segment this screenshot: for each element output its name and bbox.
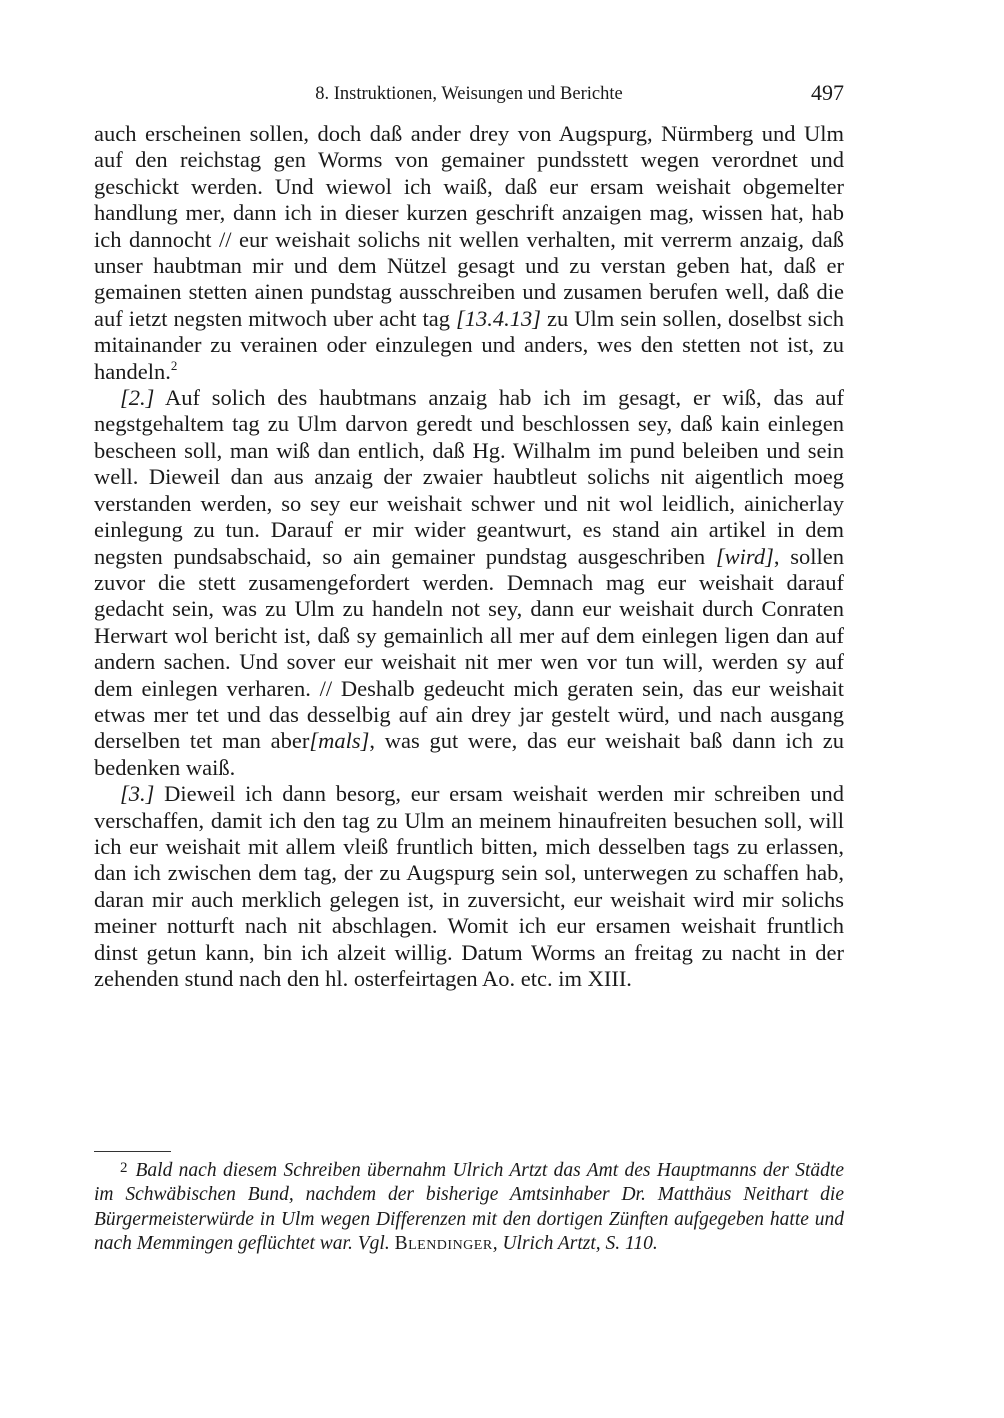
- editorial-insertion-mals: [mals]: [309, 728, 370, 754]
- footnote-author: Blendinger: [394, 1233, 493, 1255]
- running-title: 8. Instruktionen, Weisungen und Berichte: [315, 84, 623, 104]
- paragraph-1-text-b: zu Ulm sein sollen, doselbst sich mitainander zu verainen oder einzulegen und anders, wes den stetten not ist, zu handeln.: [94, 305, 844, 384]
- footnote-text-b: , Ulrich Artzt, S. 110.: [492, 1233, 658, 1255]
- footnote-rule: [94, 1151, 171, 1152]
- footnote-reference[interactable]: 2: [170, 357, 178, 373]
- paragraph-1-text-a: auch erscheinen sollen, doch daß ander drey von Augspurg, Nürmberg und Ulm auf den reichstag gen Worms von gemainer pundsstett wegen verordnet und geschickt werden. Und wiewol ich waiß, daß eur ersam weishait obgemelter handlung mer, dann ich in dieser kurzen geschrift anzaigen mag, wissen hat, hab ich dannocht // eur weishait solichs nit wellen verhalten, mit verrerm anzaig, daß unser haubtman mir und dem Nützel gesagt und zu verstan geben hat, daß er gemainen stetten ainen pundstag ausschreiben und zusamen berufen well, daß die auf ietzt negsten mitwoch uber acht tag: [94, 121, 844, 331]
- footnote: [94, 1156, 844, 1257]
- footnote-text-a: Bald nach diesem Schreiben übernahm Ulrich Artzt das Amt des Hauptmanns der Städte im Schwäbischen Bund, nachdem der bisherige Amtsinhaber Dr. Matthäus Neithart die Bürgermeisterwürde in Ulm wegen Differenzen mit den dortigen Zünften aufgegeben hatte und nach Memmingen geflüchtet war. Vgl.: [94, 1160, 844, 1255]
- body-text: [94, 121, 844, 992]
- footnote-number: 2: [120, 1160, 128, 1176]
- paragraph-2-text-b: , sollen zuvor die stett zusamengefordert werden. Demnach mag eur weishait darauf gedacht sein, was zu Ulm zu handeln not sey, dann eur weishait durch Conraten Herwart wol bericht ist, daß sy gemainlich all mer auf dem einlegen ligen dan auf andern sachen. Und sover eur weishait nit mer wen vor tun will, werden sy auf dem einlegen verharen. // Deshalb gedeucht mich geraten sein, das eur weishait etwas mer tet und das desselbig auf ain drey jar gestelt würd, und nach ausgang derselben tet man aber: [94, 543, 844, 754]
- page-number: 497: [811, 80, 844, 105]
- paragraph-2-text-c: , was gut were, das eur weishait baß dann ich zu bedenken waiß.: [94, 728, 845, 780]
- section-marker-2: [2.]: [120, 385, 155, 411]
- section-marker-3: [3.]: [120, 781, 155, 807]
- editorial-insertion-wird: [wird]: [715, 543, 774, 569]
- paragraph-3-text: Dieweil ich dann besorg, eur ersam weishait werden mir schreiben und verschaffen, damit ich den tag zu Ulm an meinem hinaufreiten besuchen soll, will ich eur weishait mit allem vleiß fruntlich bitten, mich desselben tags zu erlassen, dan ich zwischen dem tag, der zu Augspurg sein sol, unterwegen zu schaffen hab, daran mir auch merklich gelegen ist, in zuversicht, eur weishait wird mir solichs meiner notturft nach nit abschlagen. Womit ich eur ersamen weishait fruntlich dinst getun kann, bin ich alzeit willig. Datum Worms an freitag zu nacht in der zehenden stund nach den hl. osterfeirtagen Ao. etc. im XIII.: [94, 781, 844, 991]
- running-head: [94, 80, 844, 110]
- paragraph-3: [94, 781, 844, 992]
- paragraph-1: [94, 121, 844, 385]
- paragraph-2-text-a: Auf solich des haubtmans anzaig hab ich im gesagt, er wiß, das auf negstgehaltem tag zu Ulm darvon geredt und beschlossen sey, daß kain einlegen bescheen soll, man wiß dan entlich, daß Hg. Wilhalm im pund beleiben und sein well. Dieweil dan aus anzaig der zwaier haubtleut solichs nit aigentlich moeg verstanden werden, so sey eur weishait schwer und nit wol leidlich, ainicherlay einlegung zu tun. Darauf er mir wider geantwurt, es stand ain artikel in dem negsten pundsabschaid, so ain gemainer pundstag ausgeschriben: [94, 385, 844, 569]
- paragraph-2: [94, 385, 844, 781]
- editorial-date: [13.4.13]: [456, 305, 542, 331]
